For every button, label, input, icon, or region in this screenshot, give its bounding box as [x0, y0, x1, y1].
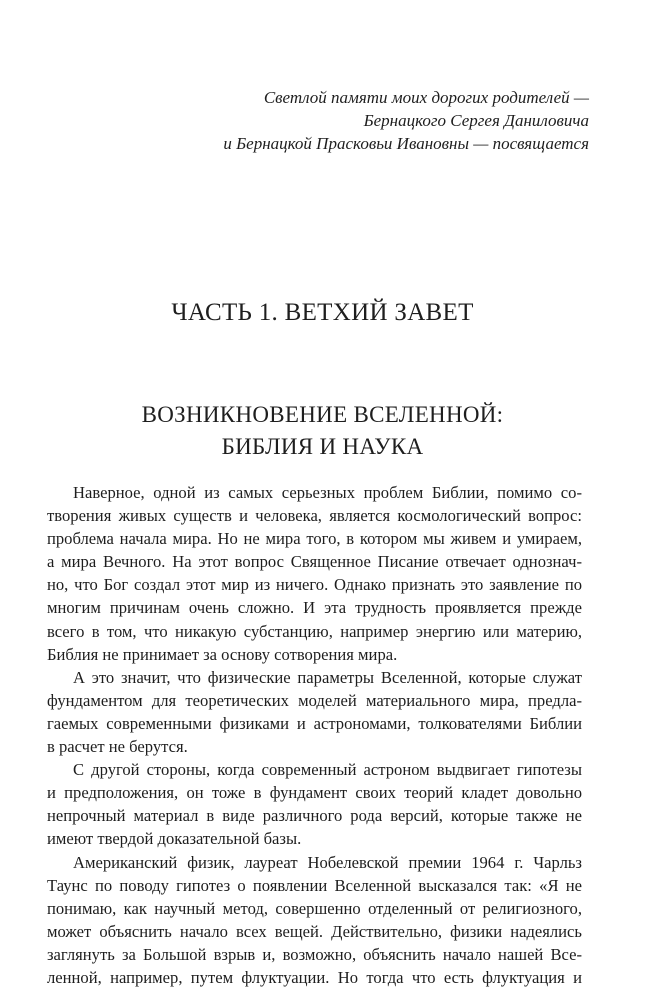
- paragraph: [47, 666, 582, 758]
- text-line: имеют твердой доказательной базы.: [47, 829, 302, 849]
- text-line: ленной, например, путем флуктуации. Но тогда что есть флуктуация и: [47, 967, 582, 987]
- text-line: многим причинам очень сложно. И эта трудность проявляется прежде: [47, 598, 582, 618]
- chapter-title: [0, 399, 645, 463]
- dedication-line: Бернацкого Сергея Даниловича: [363, 111, 589, 130]
- text-line: в расчет не берутся.: [47, 737, 188, 757]
- text-line: непрочный материал в виде различного рода версий, которые также не: [47, 806, 582, 826]
- paragraph: [47, 481, 582, 666]
- text-line: А это значит, что физические параметры Вселенной, которые служат: [73, 667, 582, 687]
- body-text: [47, 481, 582, 989]
- text-line: Американский физик, лауреат Нобелевской премии 1964 г. Чарльз: [73, 852, 582, 872]
- text-line: всего в том, что никакую субстанцию, например энергию или материю,: [47, 621, 582, 641]
- paragraph: [47, 758, 582, 850]
- text-line: Таунс по поводу гипотез о появлении Вселенной высказался так: «Я не: [47, 875, 582, 895]
- paragraph: [47, 851, 582, 990]
- chapter-title-line: ВОЗНИКНОВЕНИЕ ВСЕЛЕННОЙ:: [141, 402, 504, 427]
- text-line: гаемых современными физиками и астрономами, толкователями Библии: [47, 713, 582, 733]
- part-title: ЧАСТЬ 1. ВЕТХИЙ ЗАВЕТ: [171, 299, 474, 326]
- text-line: понимаю, как научный метод, совершенно отделенный от религиозного,: [47, 898, 582, 918]
- chapter-title-line: БИБЛИЯ И НАУКА: [221, 434, 424, 459]
- text-line: С другой стороны, когда современный астроном выдвигает гипотезы: [73, 760, 582, 780]
- text-line: фундаментом для теоретических моделей материального мира, предла-: [47, 690, 582, 710]
- text-line: проблема начала мира. Но не мира того, в котором мы живем и умираем,: [47, 529, 582, 549]
- dedication: [69, 86, 589, 155]
- text-line: а мира Вечного. На этот вопрос Священное Писание отвечает однознач-: [47, 552, 582, 572]
- text-line: творения живых существ и человека, является космологический вопрос:: [47, 506, 582, 526]
- text-line: Наверное, одной из самых серьезных проблем Библии, помимо со-: [73, 483, 582, 502]
- text-line: но, что Бог создал этот мир из ничего. Однако признать это заявление по: [47, 575, 582, 595]
- dedication-line: и Бернацкой Прасковьи Ивановны — посвящается: [223, 134, 589, 153]
- text-line: может объяснить начало всех вещей. Действительно, физики надеялись: [47, 921, 582, 941]
- dedication-line: Светлой памяти моих дорогих родителей —: [263, 88, 589, 107]
- text-line: Библия не принимает за основу сотворения мира.: [47, 644, 398, 664]
- text-line: и предположения, он тоже в фундамент своих теорий кладет довольно: [47, 783, 582, 803]
- text-line: заглянуть за Большой взрыв и, возможно, объяснить начало нашей Все-: [47, 944, 582, 964]
